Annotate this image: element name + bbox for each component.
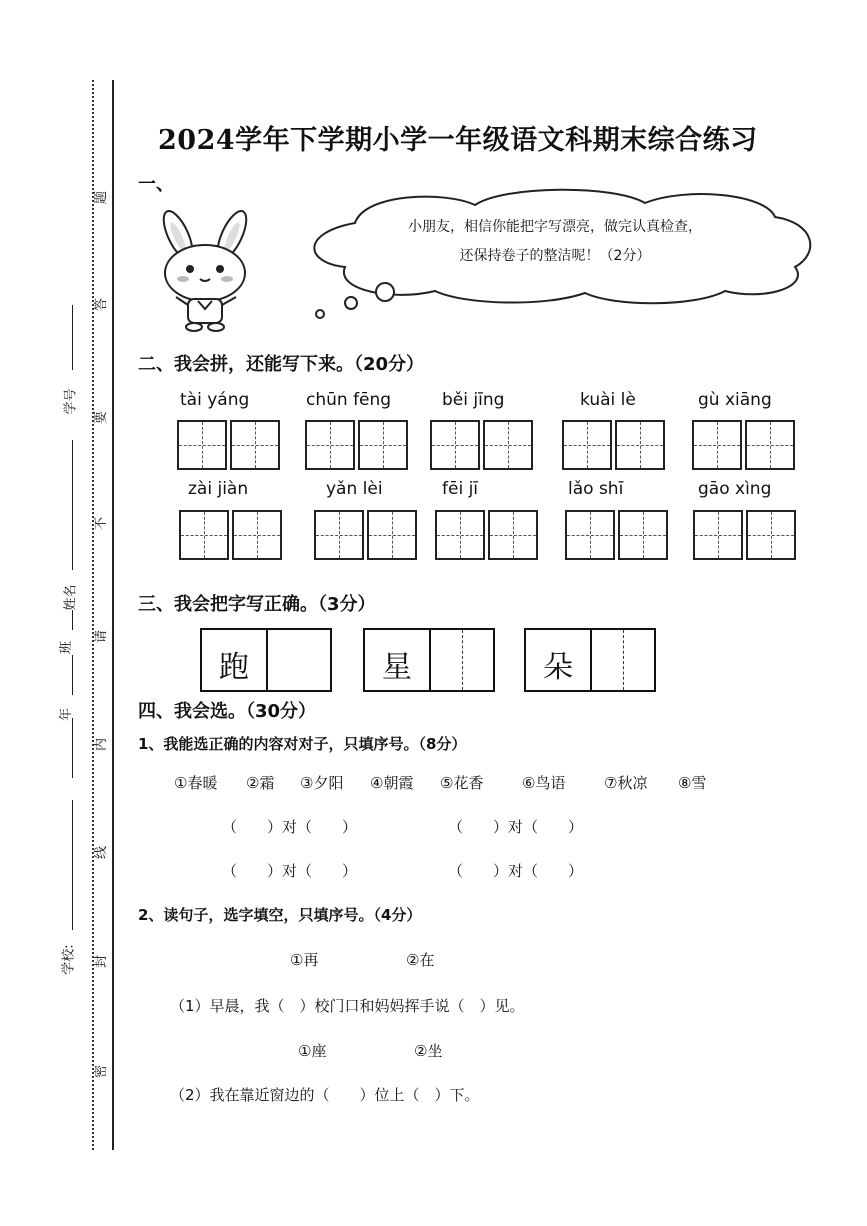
cloud-line-2: 还保持卷子的整洁呢！（2分） [459,248,651,264]
option: ②在 [406,951,435,969]
writing-grid[interactable] [435,510,538,560]
writing-grid[interactable] [693,510,796,560]
seal-char: 不 [94,516,110,531]
class-blank[interactable] [72,610,73,630]
option: ①座 [298,1042,327,1060]
seal-char: 封 [94,954,110,969]
option: ③夕阳 [300,774,344,792]
school-label: 学校: [61,944,77,975]
model-char: 星 [382,650,412,685]
sentence-2[interactable]: （2）我在靠近窗边的（ ）位上（ ）下。 [170,1086,480,1104]
grid-cell[interactable] [230,420,280,470]
q1-prompt: 1、我能选正确的内容对对子，只填序号。（8分） [138,735,467,753]
pair-blank[interactable]: （ ）对（ ） [222,818,358,836]
pinyin-label: běi jīng [442,390,505,410]
option: ②坐 [414,1042,443,1060]
option: ⑥鸟语 [522,774,566,792]
grade-blank[interactable] [72,655,73,695]
pinyin-label: kuài lè [580,390,636,410]
grade-blank-2[interactable] [72,718,73,778]
rabbit-icon [150,205,262,333]
grid-cell[interactable] [358,420,408,470]
grid-cell[interactable] [314,510,364,560]
sentence-1[interactable]: （1）早晨，我（ ）校门口和妈妈挥手说（ ）见。 [170,997,525,1015]
writing-grid[interactable] [430,420,533,470]
grid-cell[interactable] [693,510,743,560]
pinyin-label: gù xiāng [698,390,772,410]
section3-heading: 三、我会把字写正确。（3分） [138,594,376,615]
grid-cell[interactable] [367,510,417,560]
cloud-line-1: 小朋友，相信你能把字写漂亮，做完认真检查， [408,219,702,235]
grid-cell[interactable] [177,420,227,470]
school-blank[interactable] [72,800,73,930]
option: ①再 [290,951,319,969]
seal-char: 线 [94,845,110,860]
seal-char: 请 [94,629,110,644]
writing-grid[interactable] [692,420,795,470]
pinyin-label: fēi jī [442,479,479,499]
grid-cell[interactable] [483,420,533,470]
grid-cell[interactable] [430,420,480,470]
char-write-box[interactable] [200,628,332,692]
grid-cell[interactable] [618,510,668,560]
option: ④朝霞 [370,774,414,792]
option: ⑤花香 [440,774,484,792]
grid-cell[interactable] [562,420,612,470]
fold-line-dotted [92,80,94,1150]
pinyin-label: zài jiàn [188,479,249,499]
seal-char: 要 [94,410,110,425]
writing-grid[interactable] [177,420,280,470]
option: ⑧雪 [678,774,707,792]
writing-grid[interactable] [305,420,408,470]
option: ⑦秋凉 [604,774,648,792]
write-cell[interactable] [590,630,654,690]
option: ②霜 [246,774,275,792]
writing-grid[interactable] [562,420,665,470]
seal-char: 内 [94,737,110,752]
pinyin-label: chūn fēng [306,390,392,410]
name-label: 姓名 [63,584,79,611]
grid-cell[interactable] [305,420,355,470]
grid-cell[interactable] [488,510,538,560]
pair-blank[interactable]: （ ）对（ ） [448,818,584,836]
seal-char: 密 [94,1064,110,1079]
page-title: 2024学年下学期小学一年级语文科期末综合练习 [158,125,758,156]
binding-line [112,80,114,1150]
writing-grid[interactable] [179,510,282,560]
grid-cell[interactable] [179,510,229,560]
grid-cell[interactable] [746,510,796,560]
grid-cell[interactable] [615,420,665,470]
q2-prompt: 2、读句子，选字填空，只填序号。（4分） [138,906,422,924]
grid-cell[interactable] [745,420,795,470]
seal-char: 答 [94,297,110,312]
write-cell[interactable] [266,630,330,690]
seal-char: 题 [94,190,110,205]
student-no-label: 学号 [63,388,79,415]
char-write-box[interactable] [363,628,495,692]
writing-grid[interactable] [565,510,668,560]
model-char-cell [365,630,429,690]
section2-heading: 二、我会拼，还能写下来。（20分） [138,354,425,375]
option: ①春暖 [174,774,218,792]
write-cell[interactable] [429,630,493,690]
section4-heading: 四、我会选。（30分） [138,701,317,722]
writing-grid[interactable] [314,510,417,560]
char-write-box[interactable] [524,628,656,692]
grid-cell[interactable] [692,420,742,470]
model-char-cell [202,630,266,690]
model-char-cell [526,630,590,690]
pinyin-label: lǎo shī [568,479,624,499]
pinyin-label: yǎn lèi [326,479,383,499]
pair-blank[interactable]: （ ）对（ ） [448,862,584,880]
model-char: 跑 [219,650,249,685]
grade-label: 年 [59,707,75,722]
grid-cell[interactable] [232,510,282,560]
class-label: 班 [59,640,75,655]
model-char: 朵 [543,650,573,685]
section1-number: 一、 [138,174,174,195]
pinyin-label: gāo xìng [698,479,772,499]
grid-cell[interactable] [565,510,615,560]
pair-blank[interactable]: （ ）对（ ） [222,862,358,880]
pinyin-label: tài yáng [180,390,250,410]
student-no-blank[interactable] [72,305,73,370]
grid-cell[interactable] [435,510,485,560]
name-blank[interactable] [72,440,73,570]
